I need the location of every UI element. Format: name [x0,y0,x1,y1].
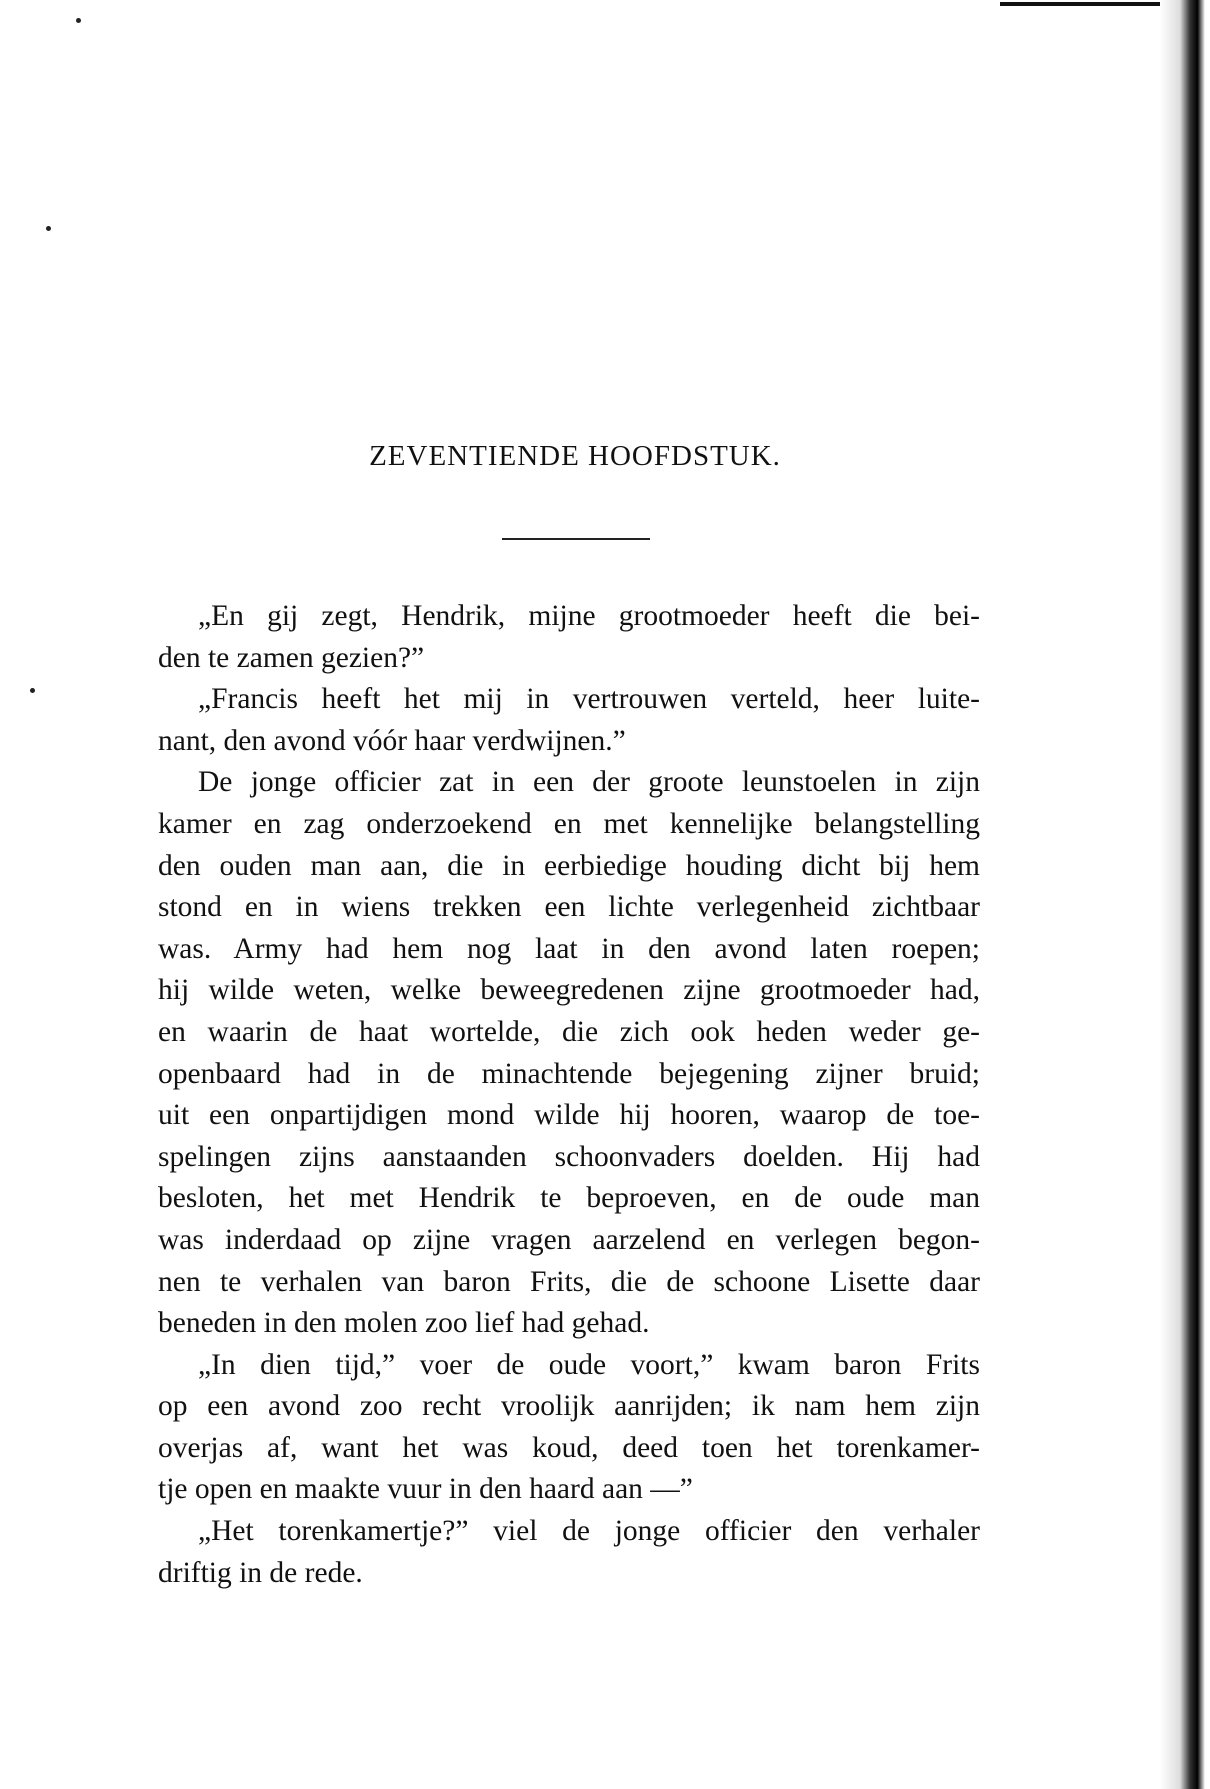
scan-speck [46,226,51,231]
text-line: was. Army had hem nog laat in den avond laten roepen; [158,932,980,965]
text-line: was inderdaad op zijne vragen aarzelend en verlegen begon- [158,1223,980,1256]
text-line: uit een onpartijdigen mond wilde hij hooren, waarop de toe- [158,1099,980,1132]
heading-divider [502,538,650,540]
text-line: „Het torenkamertje?” viel de jonge officier den verhaler [198,1515,980,1548]
text-line: spelingen zijns aanstaanden schoonvaders doelden. Hij had [158,1140,980,1173]
text-line: nen te verhalen van baron Frits, die de schoone Lisette daar [158,1265,980,1298]
text-line: den ouden man aan, die in eerbiedige houding dicht bij hem [158,849,980,882]
text-line: en waarin de haat wortelde, die zich ook heden weder ge- [158,1015,980,1048]
text-line: overjas af, want het was koud, deed toen het torenkamer- [158,1431,980,1464]
scan-speck [76,18,81,23]
text-line: driftig in de rede. [158,1556,363,1589]
page-binding-shadow [1160,0,1210,1789]
text-line: openbaard had in de minachtende bejegening zijner bruid; [158,1057,980,1090]
chapter-body-text [158,596,980,1594]
text-line: op een avond zoo recht vroolijk aanrijden; ik nam hem zijn [158,1390,980,1423]
text-line: „In dien tijd,” voer de oude voort,” kwam baron Frits [198,1348,980,1381]
chapter-heading: ZEVENTIENDE HOOFDSTUK. [369,440,781,472]
text-line: beneden in den molen zoo lief had gehad. [158,1307,650,1340]
scan-edge-line [1000,2,1170,6]
text-line: tje open en maakte vuur in den haard aan —” [158,1473,693,1506]
scan-speck [30,688,35,693]
text-line: „En gij zegt, Hendrik, mijne grootmoeder heeft die bei- [198,600,980,632]
text-line: kamer en zag onderzoekend en met kennelijke belangstelling [158,807,980,840]
text-line: nant, den avond vóór haar verdwijnen.” [158,724,626,757]
text-line: den te zamen gezien?” [158,641,425,674]
text-line: „Francis heeft het mij in vertrouwen verteld, heer luite- [198,683,980,716]
text-line: besloten, het met Hendrik te beproeven, en de oude man [158,1182,980,1215]
text-line: hij wilde weten, welke beweegredenen zijne grootmoeder had, [158,974,980,1007]
text-line: stond en in wiens trekken een lichte verlegenheid zichtbaar [158,891,980,924]
text-line: De jonge officier zat in een der groote leunstoelen in zijn [198,766,980,799]
